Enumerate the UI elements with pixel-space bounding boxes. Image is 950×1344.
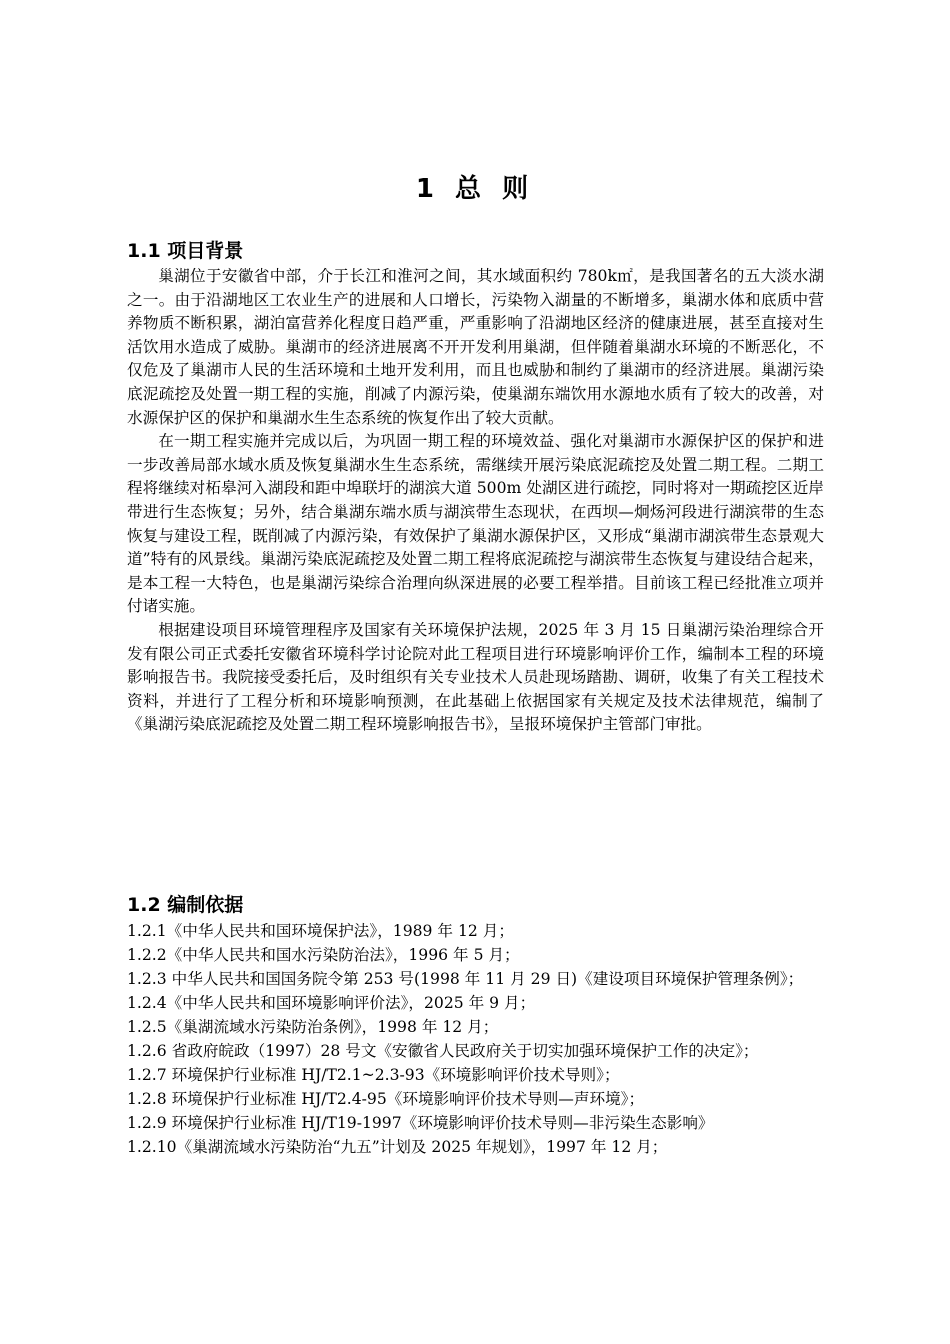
list-item: 1.2.1《中华人民共和国环境保护法》，1989 年 12 月； xyxy=(127,922,514,940)
list-item: 1.2.5《巢湖流域水污染防治条例》，1998 年 12 月； xyxy=(127,1018,499,1036)
list-item: 1.2.3 中华人民共和国国务院令第 253 号(1998 年 11 月 29 日)《建设项目环境保护管理条例》； xyxy=(127,970,804,988)
reference-list xyxy=(127,919,824,1159)
list-item: 1.2.9 环境保护行业标准 HJ/T19-1997《环境影响评价技术导则—非污染生态影响》 xyxy=(127,1114,714,1132)
paragraph: 巢湖位于安徽省中部，介于长江和淮河之间，其水域面积约 780k㎡，是我国著名的五大淡水湖之一。由于沿湖地区工农业生产的进展和人口增长，污染物入湖量的不断增多，巢湖水体和底质中营养物质不断积累，湖泊富营养化程度日趋严重，严重影响了沿湖地区经济的健康进展，甚至直接对生活饮用水造成了威胁。巢湖市的经济进展离不开开发利用巢湖，但伴随着巢湖水环境的不断恶化，不仅危及了巢湖市人民的生活环境和土地开发利用，而且也威胁和制约了巢湖市的经济进展。巢湖污染底泥疏挖及处置一期工程的实施，削减了内源污染，使巢湖东端饮用水源地水质有了较大的改善，对水源保护区的保护和巢湖水生生态系统的恢复作出了较大贡献。 xyxy=(127,267,824,427)
list-item: 1.2.10《巢湖流域水污染防治“九五”计划及 2025 年规划》，1997 年 12 月； xyxy=(127,1138,668,1156)
section-heading-basis: 1.2 编制依据 xyxy=(127,894,244,916)
list-item: 1.2.6 省政府皖政（1997）28 号文《安徽省人民政府关于切实加强环境保护工作的决定》； xyxy=(127,1042,759,1060)
chapter-title: 1 总 则 xyxy=(415,174,535,204)
list-item: 1.2.2《中华人民共和国水污染防治法》，1996 年 5 月； xyxy=(127,946,520,964)
paragraph: 根据建设项目环境管理程序及国家有关环境保护法规，2025 年 3 月 15 日巢湖污染治理综合开发有限公司正式委托安徽省环境科学讨论院对此工程项目进行环境影响评价工作，编制本工程的环境影响报告书。我院接受委托后，及时组织有关专业技术人员赴现场踏勘、调研，收集了有关工程技术资料，并进行了工程分析和环境影响预测，在此基础上依据国家有关规定及技术法律规范，编制了《巢湖污染底泥疏挖及处置二期工程环境影响报告书》，呈报环境保护主管部门审批。 xyxy=(127,620,824,734)
paragraph: 在一期工程实施并完成以后，为巩固一期工程的环境效益、强化对巢湖市水源保护区的保护和进一步改善局部水域水质及恢复巢湖水生生态系统，需继续开展污染底泥疏挖及处置二期工程。二期工程将继续对柘皋河入湖段和距中埠联圩的湖滨大道 500m 处湖区进行疏挖，同时将对一期疏挖区近岸带进行生态恢复；另外，结合巢湖东端水质与湖滨带生态现状，在西坝—炯炀河段进行湖滨带的生态恢复与建设工程，既削减了内源污染，有效保护了巢湖水源保护区，又形成“巢湖市湖滨带生态景观大道”特有的风景线。巢湖污染底泥疏挖及处置二期工程将底泥疏挖与湖滨带生态恢复与建设结合起来，是本工程一大特色，也是巢湖污染综合治理向纵深进展的必要工程举措。目前该工程已经批准立项并付诸实施。 xyxy=(127,432,824,616)
list-item: 1.2.4《中华人民共和国环境影响评价法》，2025 年 9 月； xyxy=(127,994,536,1012)
list-item: 1.2.7 环境保护行业标准 HJ/T2.1~2.3-93《环境影响评价技术导则》； xyxy=(127,1066,620,1084)
background-body xyxy=(127,265,824,737)
list-item: 1.2.8 环境保护行业标准 HJ/T2.4-95《环境影响评价技术导则—声环境》； xyxy=(127,1090,645,1108)
section-heading-background: 1.1 项目背景 xyxy=(127,240,244,262)
